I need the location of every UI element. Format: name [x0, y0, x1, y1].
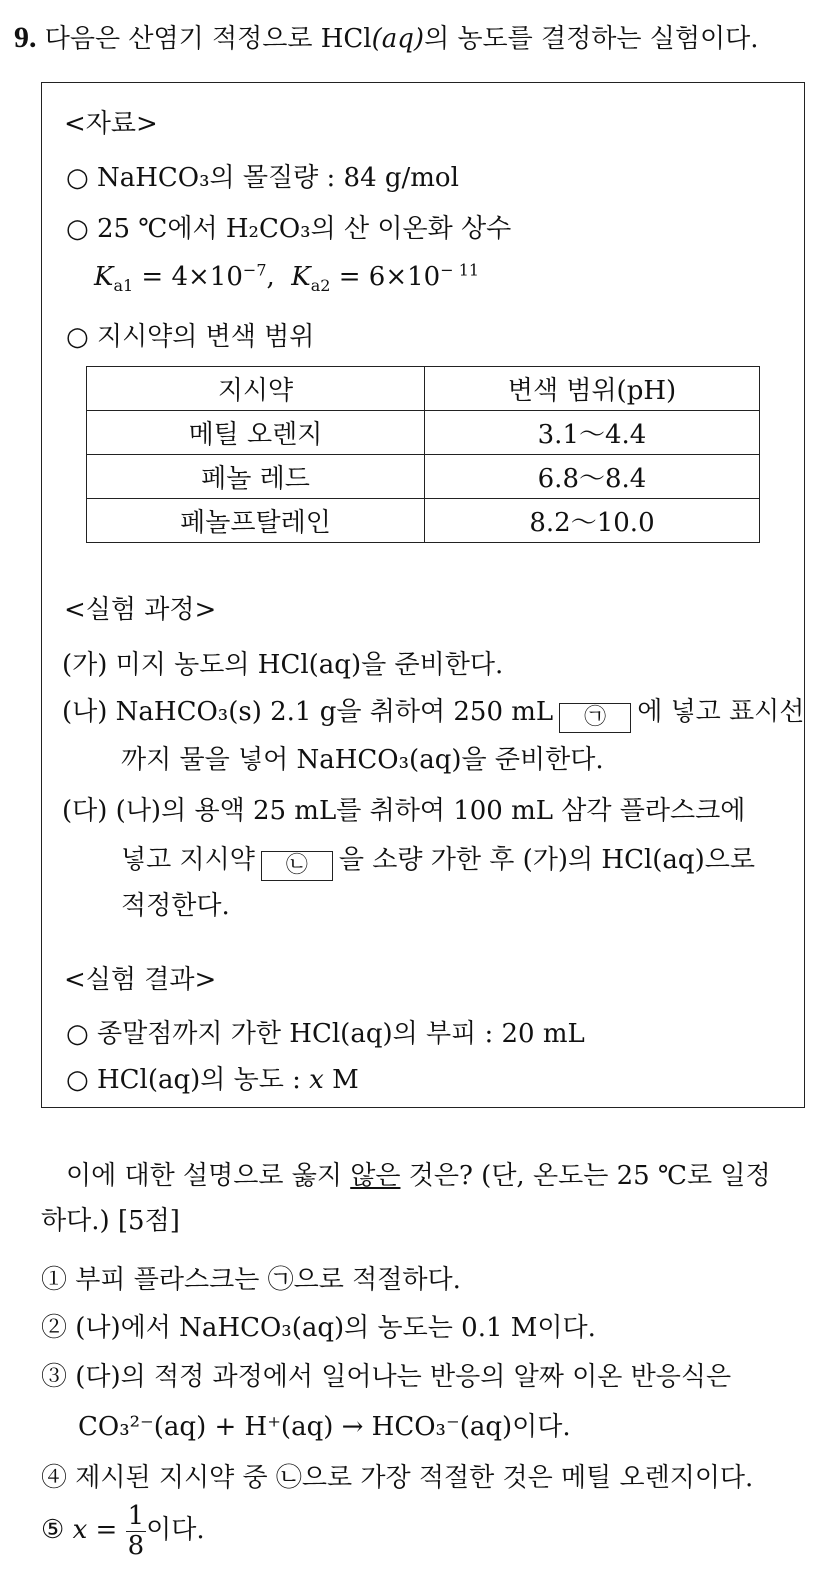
step-da-line2 — [121, 839, 755, 881]
results-conc-unit: M — [323, 1065, 359, 1095]
blank-box-2: ㉡ — [261, 851, 333, 881]
choice-4[interactable]: ④ 제시된 지시약 중 ㉡으로 가장 적절한 것은 메틸 오렌지이다. — [41, 1463, 754, 1493]
indicator-table — [86, 366, 760, 543]
ka1-exponent: −7 — [242, 260, 267, 280]
prompt-text-a: 이에 대한 설명으로 옳지 — [66, 1161, 351, 1191]
choice-5[interactable] — [41, 1502, 205, 1560]
prompt-line1 — [66, 1155, 771, 1192]
ka1-value: 4×10 — [171, 262, 243, 292]
ka1-label: a1 — [113, 276, 134, 296]
fraction-numerator: 1 — [127, 1501, 145, 1531]
table-row — [87, 455, 760, 499]
table-row — [87, 499, 760, 543]
table-cell-range: 3.1～4.4 — [425, 411, 760, 455]
stem-text-post: 의 농도를 결정하는 실험이다. — [424, 24, 759, 54]
stem-text-pre: 다음은 산염기 적정으로 — [44, 24, 321, 54]
choice-2[interactable]: ② (나)에서 NaHCO₃(aq)의 농도는 0.1 M이다. — [41, 1313, 596, 1343]
step-ga — [62, 644, 503, 681]
choice-3-line2: CO₃²⁻(aq) + H⁺(aq) → HCO₃⁻(aq)이다. — [78, 1412, 571, 1442]
results-heading: <실험 결과> — [64, 965, 217, 995]
step-da-label: (다) — [62, 796, 108, 826]
step-da-text-2b: 을 소량 가한 후 (가)의 HCl(aq)으로 — [338, 845, 755, 875]
table-cell-range: 6.8～8.4 — [425, 455, 760, 499]
step-da-text-1: (나)의 용액 25 mL를 취하여 100 mL 삼각 플라스크에 — [115, 796, 746, 826]
step-da-line1 — [62, 790, 745, 827]
step-ga-label: (가) — [62, 650, 108, 680]
ka-values-line: $K_{a1} = 4\times 10^{-7}$, $K_{a2} = 6\times 10^{- 11}$ — [94, 260, 480, 296]
results-concentration — [66, 1059, 359, 1096]
choice-3-line1[interactable]: ③ (다)의 적정 과정에서 일어나는 반응의 알짜 이온 반응식은 — [41, 1362, 732, 1392]
fraction — [126, 1502, 147, 1560]
results-conc-label: ○ HCl(aq)의 농도 : — [66, 1065, 310, 1095]
table-row — [87, 411, 760, 455]
step-da-text-2a: 넣고 지시약 — [121, 845, 255, 875]
indicator-intro-line: ○ 지시약의 변색 범위 — [66, 322, 315, 352]
choice-5-eq: = — [87, 1515, 126, 1546]
step-na-line2: 까지 물을 넣어 NaHCO₃(aq)을 준비한다. — [121, 745, 604, 775]
prompt-line2: 하다.) [5점] — [41, 1206, 180, 1236]
table-cell-indicator: 페놀프탈레인 — [87, 499, 425, 543]
results-conc-x: x — [309, 1065, 324, 1095]
molar-mass-line: ○ NaHCO₃의 몰질량 : 84 g/mol — [66, 163, 459, 193]
step-na-line1 — [62, 691, 804, 733]
ka2-label: a2 — [310, 276, 331, 296]
question-stem — [14, 18, 759, 55]
step-na-text-a: NaHCO₃(s) 2.1 g을 취하여 250 mL — [115, 697, 554, 727]
step-ga-text: 미지 농도의 HCl(aq)을 준비한다. — [115, 650, 504, 680]
ka-intro-line: ○ 25 ℃에서 H₂CO₃의 산 이온화 상수 — [66, 214, 512, 244]
question-number: 9. — [14, 21, 37, 54]
table-cell-range: 8.2～10.0 — [425, 499, 760, 543]
ka2-exponent: − 11 — [440, 260, 480, 280]
stem-hcl: HCl — [320, 24, 372, 54]
procedure-heading: <실험 과정> — [64, 595, 217, 625]
table-header-indicator: 지시약 — [87, 367, 425, 411]
table-cell-indicator: 메틸 오렌지 — [87, 411, 425, 455]
ka2-value: 6×10 — [368, 262, 441, 292]
prompt-text-b: 것은? (단, 온도는 25 ℃로 일정 — [400, 1161, 771, 1191]
results-volume: ○ 종말점까지 가한 HCl(aq)의 부피 : 20 mL — [66, 1019, 585, 1049]
table-header-row — [87, 367, 760, 411]
table-cell-indicator: 페놀 레드 — [87, 455, 425, 499]
choice-5-x: x — [72, 1515, 88, 1546]
choice-5-num: ⑤ — [41, 1515, 73, 1546]
choice-5-suffix: 이다. — [146, 1515, 205, 1546]
prompt-underlined: 않은 — [350, 1161, 401, 1191]
table-header-range: 변색 범위(pH) — [425, 367, 760, 411]
blank-box-1: ㉠ — [559, 703, 631, 733]
data-heading: <자료> — [64, 109, 158, 139]
fraction-denominator: 8 — [127, 1530, 145, 1561]
step-da-line3: 적정한다. — [121, 891, 230, 921]
stem-aq: (aq) — [371, 24, 425, 54]
step-na-label: (나) — [62, 697, 108, 727]
choice-1[interactable]: ① 부피 플라스크는 ㉠으로 적절하다. — [41, 1265, 461, 1295]
step-na-text-b: 에 넣고 표시선 — [637, 697, 805, 727]
